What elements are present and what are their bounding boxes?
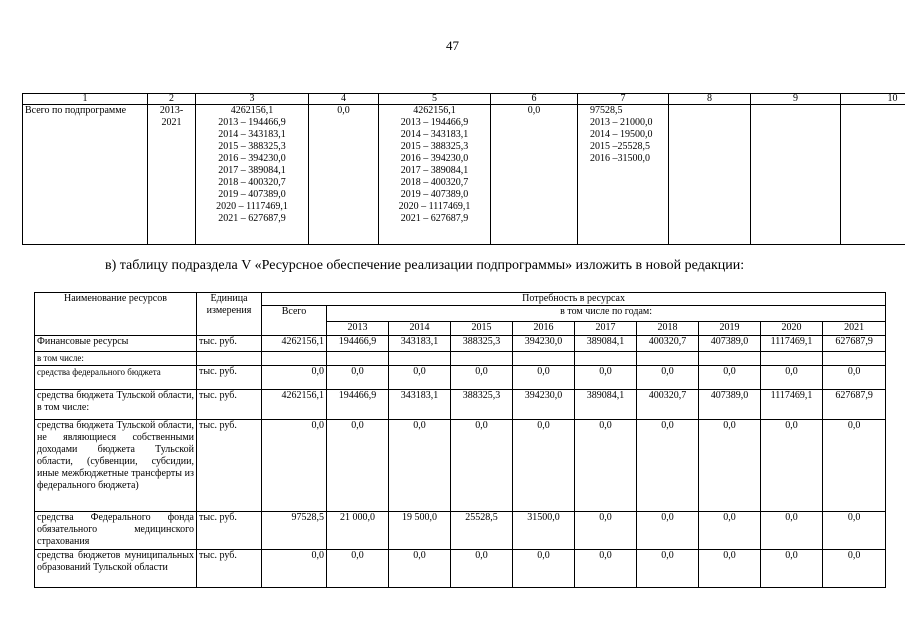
resource-year-value: 627687,9 [823, 336, 886, 352]
table1-header-cell: 2 [148, 94, 196, 105]
resource-unit: тыс. руб. [197, 366, 262, 390]
section-caption: в) таблицу подраздела V «Ресурсное обеспечение реализации подпрограммы» изложить в новой редакции: [105, 258, 745, 273]
table1-period [148, 105, 196, 245]
table2-row [35, 390, 886, 420]
table1-col5-item: 2019 – 407389,0 [400, 189, 469, 200]
resource-year-value: 1117469,1 [761, 390, 823, 420]
table1-col4: 0,0 [309, 105, 379, 245]
resource-unit: тыс. руб. [197, 420, 262, 512]
table1-col3-item: 4262156,1 [230, 105, 274, 116]
resource-year-value: 0,0 [637, 420, 699, 512]
table1-header-cell: 6 [491, 94, 578, 105]
resource-total: 4262156,1 [262, 390, 327, 420]
table1-col6: 0,0 [491, 105, 578, 245]
table1-col7-list [578, 105, 669, 245]
resource-year-value: 0,0 [513, 420, 575, 512]
table1-col3-item: 2016 – 394230,0 [218, 153, 286, 164]
resource-year-value: 388325,3 [451, 336, 513, 352]
resource-unit: тыс. руб. [197, 512, 262, 550]
resource-unit: тыс. руб. [197, 390, 262, 420]
table1-header-cell: 7 [578, 94, 669, 105]
table1-col5-item: 2020 – 1117469,1 [398, 201, 471, 212]
table1-period-end: 2021 [161, 117, 182, 128]
resource-year-value: 400320,7 [637, 336, 699, 352]
resource-year-value [699, 352, 761, 366]
resource-year-value [761, 352, 823, 366]
resource-year-value: 0,0 [389, 550, 451, 588]
resource-year-value: 0,0 [389, 366, 451, 390]
resource-year-value [451, 352, 513, 366]
resource-year-value: 0,0 [699, 420, 761, 512]
resource-year-value: 1117469,1 [761, 336, 823, 352]
table1-col3-item: 2014 – 343183,1 [218, 129, 286, 140]
table2-row [35, 512, 886, 550]
resource-total: 4262156,1 [262, 336, 327, 352]
resource-year-value: 0,0 [451, 420, 513, 512]
table2-row [35, 366, 886, 390]
resource-year-value: 0,0 [699, 550, 761, 588]
table1-col3-item: 2013 – 194466,9 [218, 117, 286, 128]
header-year: 2021 [823, 322, 886, 336]
table2-header-row-1 [35, 293, 886, 306]
resource-total: 0,0 [262, 420, 327, 512]
resource-year-value: 0,0 [761, 366, 823, 390]
resource-year-value: 0,0 [761, 512, 823, 550]
table2-row [35, 550, 886, 588]
table1-header-cell: 8 [669, 94, 751, 105]
resource-year-value: 0,0 [637, 366, 699, 390]
header-year: 2020 [761, 322, 823, 336]
resource-year-value: 0,0 [451, 366, 513, 390]
resource-year-value: 0,0 [389, 420, 451, 512]
table1-row-name: Всего по подпрограмме [23, 105, 148, 245]
resource-year-value: 343183,1 [389, 390, 451, 420]
resource-year-value: 389084,1 [575, 390, 637, 420]
resource-year-value: 0,0 [451, 550, 513, 588]
table1-col3-item: 2020 – 1117469,1 [216, 201, 288, 212]
resource-unit: тыс. руб. [197, 336, 262, 352]
table1-col5-item: 2014 – 343183,1 [400, 129, 469, 140]
table1-total-row [23, 105, 905, 245]
table1-col9 [751, 105, 841, 245]
table1-header-cell: 9 [751, 94, 841, 105]
resource-year-value: 21 000,0 [327, 512, 389, 550]
table2-row [35, 352, 886, 366]
resource-year-value: 388325,3 [451, 390, 513, 420]
resource-year-value: 0,0 [699, 512, 761, 550]
table1-col5-item: 2015 – 388325,3 [400, 141, 469, 152]
table1-col8 [669, 105, 751, 245]
table2-body [35, 336, 886, 588]
resource-year-value: 394230,0 [513, 336, 575, 352]
resource-year-value: 400320,7 [637, 390, 699, 420]
resource-year-value: 194466,9 [327, 390, 389, 420]
page-number: 47 [446, 38, 459, 53]
resource-year-value: 0,0 [575, 550, 637, 588]
resource-name: средства бюджетов муниципальных образований Тульской области [35, 550, 197, 588]
table1-header-cell: 1 [23, 94, 148, 105]
resource-year-value: 25528,5 [451, 512, 513, 550]
resource-name: средства федерального бюджета [35, 366, 197, 390]
header-total: Всего [262, 306, 327, 336]
header-need: Потребность в ресурсах [262, 293, 886, 306]
resource-year-value: 0,0 [823, 512, 886, 550]
table1-header-cell: 4 [309, 94, 379, 105]
resource-name: средства бюджета Тульской области, в том числе: [35, 390, 197, 420]
resource-year-value: 0,0 [823, 420, 886, 512]
resource-year-value: 0,0 [637, 512, 699, 550]
table2-row [35, 336, 886, 352]
resource-year-value: 0,0 [575, 420, 637, 512]
table1-header-cell: 10 [841, 94, 905, 105]
table1-period-start: 2013- [159, 105, 184, 116]
table1-col5-list [379, 105, 491, 245]
table1-col5-item: 2016 – 394230,0 [400, 153, 469, 164]
resource-year-value: 0,0 [575, 512, 637, 550]
resource-year-value: 0,0 [327, 420, 389, 512]
header-by-year: в том числе по годам: [327, 306, 886, 322]
resource-year-value: 343183,1 [389, 336, 451, 352]
resource-year-value [389, 352, 451, 366]
resource-year-value: 0,0 [823, 550, 886, 588]
resource-year-value [513, 352, 575, 366]
table1-col3-item: 2017 – 389084,1 [218, 165, 286, 176]
resource-year-value: 19 500,0 [389, 512, 451, 550]
table1-col3-item: 2015 – 388325,3 [218, 141, 286, 152]
resource-name: средства Федерального фонда обязательного медицинского страхования [35, 512, 197, 550]
table1-col7-item: 2013 – 21000,0 [590, 117, 653, 128]
resource-name: средства бюджета Тульской области, не являющиеся собственными доходами бюджета Тульской области, (субвенции, субсидии, иные межбюджетные трансферты из федерального бюджета) [35, 420, 197, 512]
resource-year-value: 627687,9 [823, 390, 886, 420]
table1-col7-item: 2014 – 19500,0 [590, 129, 653, 140]
resource-unit [197, 352, 262, 366]
table1-header-row [23, 94, 905, 105]
resource-year-value: 0,0 [513, 366, 575, 390]
header-year: 2013 [327, 322, 389, 336]
table1-col7-item: 97528,5 [590, 105, 623, 116]
table1-col5-item: 2018 – 400320,7 [400, 177, 469, 188]
resource-total: 0,0 [262, 366, 327, 390]
table1-col3-item: 2019 – 407389,0 [218, 189, 286, 200]
resource-year-value: 0,0 [637, 550, 699, 588]
resource-year-value: 0,0 [327, 550, 389, 588]
resource-year-value: 407389,0 [699, 336, 761, 352]
table1-header-cell: 3 [196, 94, 309, 105]
resource-year-value: 0,0 [699, 366, 761, 390]
resource-year-value: 0,0 [761, 550, 823, 588]
resource-year-value: 394230,0 [513, 390, 575, 420]
resource-year-value: 0,0 [513, 550, 575, 588]
resource-name: Финансовые ресурсы [35, 336, 197, 352]
resource-year-value: 31500,0 [513, 512, 575, 550]
resource-year-value: 389084,1 [575, 336, 637, 352]
resources-table [34, 292, 886, 588]
table1-col5-item: 2013 – 194466,9 [400, 117, 469, 128]
resource-name: в том числе: [35, 352, 197, 366]
resource-year-value [823, 352, 886, 366]
subprogram-total-table [22, 93, 905, 245]
resource-year-value: 0,0 [575, 366, 637, 390]
table1-col7-item: 2015 –25528,5 [590, 141, 650, 152]
header-year: 2018 [637, 322, 699, 336]
resource-year-value: 407389,0 [699, 390, 761, 420]
table1-col10 [841, 105, 905, 245]
table1-col3-item: 2021 – 627687,9 [218, 213, 286, 224]
resource-year-value: 0,0 [823, 366, 886, 390]
table1-col5-item: 2017 – 389084,1 [400, 165, 469, 176]
table1-header-cell: 5 [379, 94, 491, 105]
resource-year-value: 0,0 [761, 420, 823, 512]
resource-year-value [575, 352, 637, 366]
resource-year-value: 194466,9 [327, 336, 389, 352]
table2-row [35, 420, 886, 512]
resource-year-value [637, 352, 699, 366]
header-year: 2015 [451, 322, 513, 336]
header-year: 2017 [575, 322, 637, 336]
header-year: 2016 [513, 322, 575, 336]
header-year: 2014 [389, 322, 451, 336]
table1-col7-item: 2016 –31500,0 [590, 153, 650, 164]
resource-total: 97528,5 [262, 512, 327, 550]
table1-col5-item: 4262156,1 [413, 105, 456, 116]
resource-year-value: 0,0 [327, 366, 389, 390]
table1-col3-item: 2018 – 400320,7 [218, 177, 286, 188]
resource-unit: тыс. руб. [197, 550, 262, 588]
resource-total [262, 352, 327, 366]
resource-year-value [327, 352, 389, 366]
header-year: 2019 [699, 322, 761, 336]
header-unit: Единица измерения [197, 293, 262, 336]
table1-col3-list [196, 105, 309, 245]
resource-total: 0,0 [262, 550, 327, 588]
header-resources-name: Наименование ресурсов [35, 293, 197, 336]
table1-col5-item: 2021 – 627687,9 [400, 213, 469, 224]
